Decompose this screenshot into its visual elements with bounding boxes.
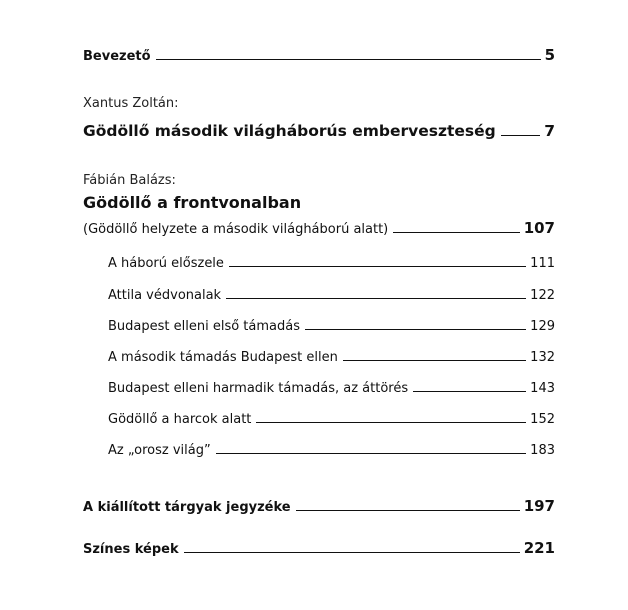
chapter-label: Budapest elleni első támadás	[108, 319, 300, 334]
dot-leader	[184, 552, 520, 553]
toc-entry-intro	[83, 44, 555, 64]
toc-page-number: 183	[530, 443, 555, 458]
article-title: Gödöllő második világháborús emberveszteség	[83, 122, 496, 140]
toc-chapter	[108, 438, 555, 458]
toc-chapter	[108, 283, 555, 303]
dot-leader	[226, 298, 526, 299]
chapter-label: Gödöllő a harcok alatt	[108, 412, 252, 427]
toc-page-number: 7	[544, 122, 555, 140]
article-title: Gödöllő a frontvonalban	[83, 193, 302, 212]
toc-entry-label: A kiállított tárgyak jegyzéke	[83, 500, 291, 515]
toc-entry-exhibits	[83, 495, 555, 515]
toc-entry-label: Színes képek	[83, 542, 179, 557]
chapter-label: A második támadás Budapest ellen	[108, 350, 338, 365]
chapter-label: Attila védvonalak	[108, 288, 222, 303]
toc-page-number: 5	[544, 46, 555, 64]
toc-entry-color-plates	[83, 537, 555, 557]
toc-page-number: 122	[530, 288, 555, 303]
toc-chapter	[108, 376, 555, 396]
dot-leader	[305, 329, 526, 330]
dot-leader	[413, 391, 526, 392]
toc-entry-article1	[83, 118, 555, 140]
toc-page-number: 197	[523, 497, 555, 515]
dot-leader	[501, 135, 540, 136]
article-author: Fábián Balázs:	[83, 173, 176, 188]
dot-leader	[393, 232, 519, 233]
toc-page-number: 152	[530, 412, 555, 427]
dot-leader	[216, 453, 526, 454]
dot-leader	[256, 422, 526, 423]
toc-entry-label: Bevezető	[83, 49, 151, 64]
toc-page-number: 111	[530, 256, 555, 271]
dot-leader	[229, 266, 526, 267]
toc-chapter	[108, 407, 555, 427]
article-author: Xantus Zoltán:	[83, 96, 179, 111]
toc-chapter	[108, 251, 555, 271]
toc-page-number: 107	[523, 219, 555, 237]
dot-leader	[296, 510, 520, 511]
toc-chapter	[108, 345, 555, 365]
toc-entry-article2	[83, 217, 555, 237]
toc-chapter	[108, 314, 555, 334]
toc-page-number: 132	[530, 350, 555, 365]
dot-leader	[156, 59, 541, 60]
article-subtitle: (Gödöllő helyzete a második világháború alatt)	[83, 222, 389, 237]
chapter-label: A háború előszele	[108, 256, 224, 271]
dot-leader	[343, 360, 526, 361]
chapter-label: Budapest elleni harmadik támadás, az áttörés	[108, 381, 409, 396]
chapter-label: Az „orosz világ”	[108, 443, 211, 458]
toc-page-number: 143	[530, 381, 555, 396]
toc-page-number: 221	[523, 539, 555, 557]
toc-page-number: 129	[530, 319, 555, 334]
